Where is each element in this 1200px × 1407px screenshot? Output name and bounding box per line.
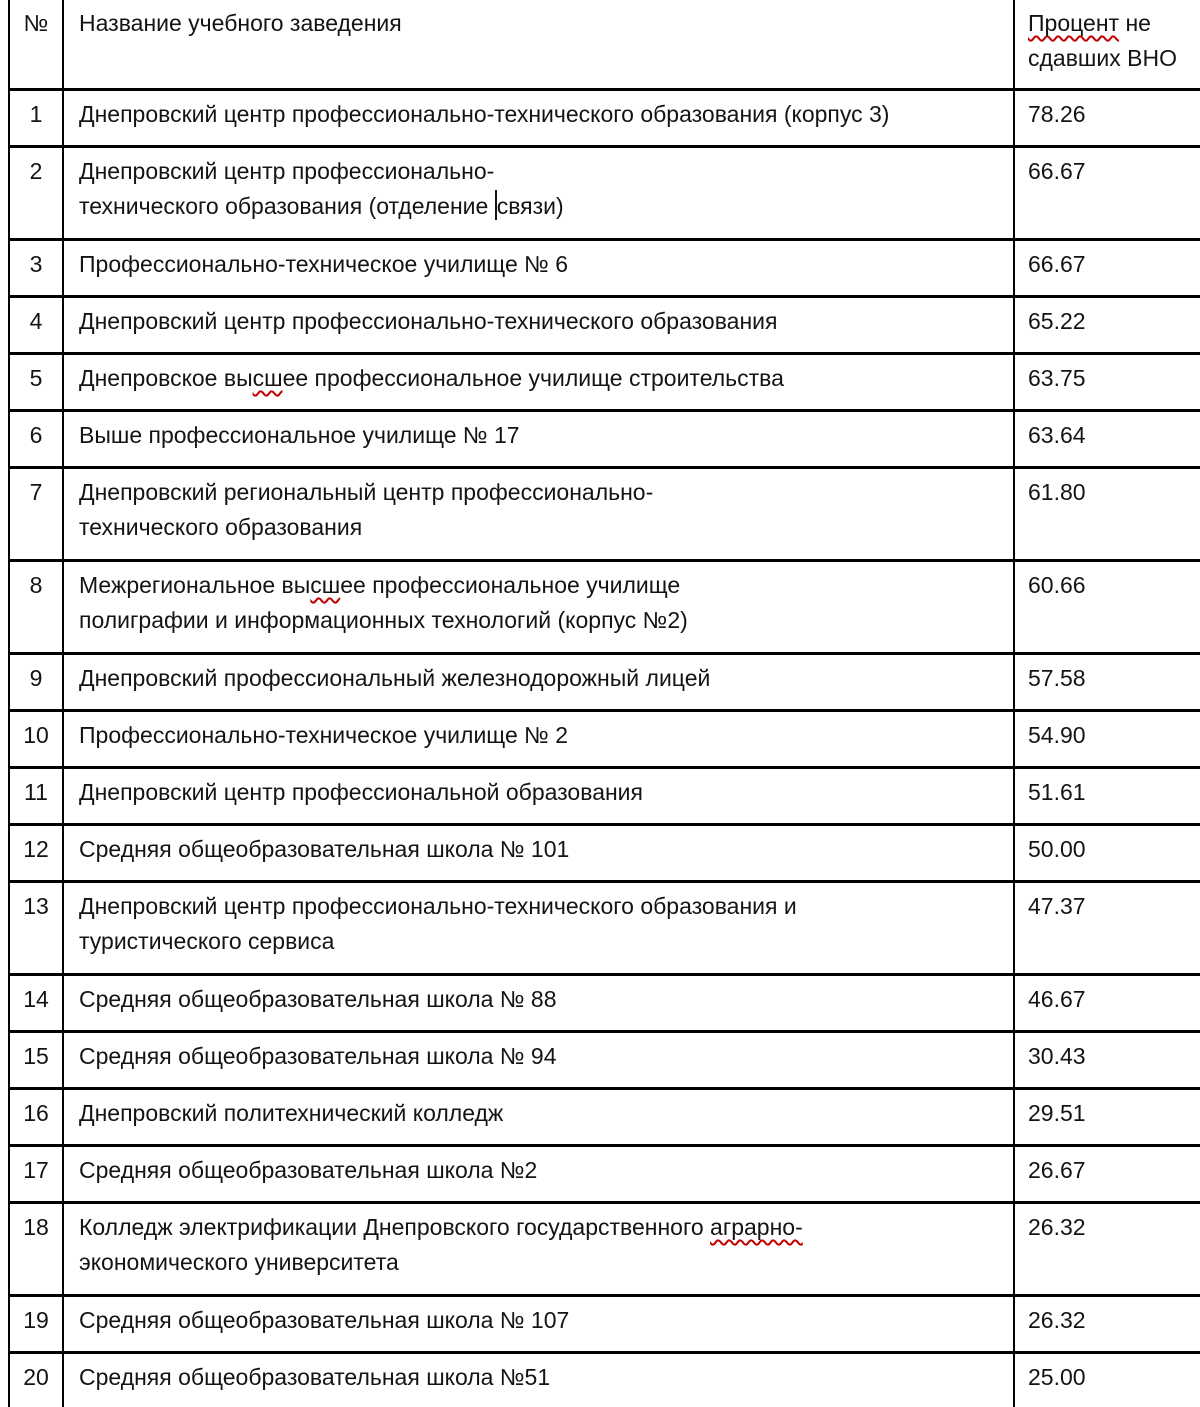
text-line [79,718,1005,753]
row-number-cell[interactable]: 6 [9,411,63,468]
text-segment: туристического сервиса [79,928,335,954]
table-row [9,297,1200,354]
percent-cell[interactable]: 63.64 [1014,411,1200,468]
text-segment: Днепровский центр профессионально-технического образования и [79,893,797,919]
text-line [79,361,1005,396]
text-line [79,568,1005,603]
table-row [9,1203,1200,1296]
text-line [79,154,1005,189]
row-number-cell[interactable]: 15 [9,1032,63,1089]
row-number-cell[interactable]: 5 [9,354,63,411]
percent-cell[interactable]: 50.00 [1014,825,1200,882]
row-number-cell[interactable]: 8 [9,561,63,654]
text-line [79,832,1005,867]
percent-cell[interactable]: 60.66 [1014,561,1200,654]
table-row [9,468,1200,561]
document-page [8,0,1200,1407]
text-line [79,510,1005,545]
text-segment: Выше профессиональное училище № 17 [79,422,520,448]
row-number-cell[interactable]: 16 [9,1089,63,1146]
institution-name-cell[interactable] [63,561,1014,654]
text-line [79,982,1005,1017]
institution-name-cell[interactable] [63,411,1014,468]
text-line [79,1153,1005,1188]
text-segment: Днепровское вы [79,365,253,391]
institution-name-cell[interactable] [63,768,1014,825]
row-number-cell[interactable]: 20 [9,1353,63,1407]
institution-name-cell[interactable] [63,354,1014,411]
percent-cell[interactable]: 47.37 [1014,882,1200,975]
text-segment: Колледж электрификации Днепровского государственного [79,1214,711,1240]
row-number-cell[interactable]: 14 [9,975,63,1032]
row-number-cell[interactable]: 19 [9,1296,63,1353]
row-number-cell[interactable]: 9 [9,654,63,711]
text-line [79,97,1005,132]
table-row [9,882,1200,975]
text-segment: Днепровский центр профессионально- [79,158,495,184]
text-segment: связи) [496,193,564,219]
header-number-cell[interactable] [9,0,63,90]
institution-name-cell[interactable] [63,975,1014,1032]
text-segment: Днепровский центр профессионально-технического образования (корпус 3) [79,101,890,127]
text-line [79,189,1005,224]
text-segment: не [1119,10,1151,36]
text-segment: экономического университета [79,1249,399,1275]
text-line [79,603,1005,638]
table-row [9,147,1200,240]
institution-name-cell[interactable] [63,1032,1014,1089]
row-number-cell[interactable]: 1 [9,90,63,147]
percent-cell[interactable]: 25.00 [1014,1353,1200,1407]
percent-cell[interactable]: 61.80 [1014,468,1200,561]
percent-cell[interactable]: 46.67 [1014,975,1200,1032]
table-row [9,561,1200,654]
percent-cell[interactable]: 54.90 [1014,711,1200,768]
misspelled-word: сш [252,365,283,391]
table-row [9,240,1200,297]
percent-cell[interactable]: 26.32 [1014,1203,1200,1296]
text-segment: ее профессиональное училище строительства [282,365,784,391]
text-segment: Средняя общеобразовательная школа №51 [79,1364,551,1390]
institution-name-cell[interactable] [63,1203,1014,1296]
institution-name-cell[interactable] [63,654,1014,711]
institution-name-cell[interactable] [63,825,1014,882]
header-institution-cell[interactable] [63,0,1014,90]
text-segment: ее профессиональное училище [340,572,681,598]
text-segment: Средняя общеобразовательная школа № 94 [79,1043,557,1069]
institution-name-cell[interactable] [63,90,1014,147]
percent-cell[interactable]: 26.32 [1014,1296,1200,1353]
text-segment: Средняя общеобразовательная школа № 107 [79,1307,570,1333]
percent-cell[interactable]: 66.67 [1014,240,1200,297]
text-line [79,1245,1005,1280]
table-row [9,1146,1200,1203]
text-segment: Средняя общеобразовательная школа №2 [79,1157,538,1183]
row-number-cell[interactable]: 11 [9,768,63,825]
table-row [9,768,1200,825]
text-line [79,1360,1005,1395]
text-line [79,1039,1005,1074]
percent-cell[interactable]: 51.61 [1014,768,1200,825]
row-number-cell[interactable]: 13 [9,882,63,975]
institution-name-cell[interactable] [63,1089,1014,1146]
text-segment: Профессионально-техническое училище № 2 [79,722,568,748]
text-segment: полиграфии и информационных технологий (корпус №2) [79,607,688,633]
text-segment: технического образования [79,514,363,540]
row-number-cell[interactable]: 12 [9,825,63,882]
table-row [9,90,1200,147]
text-segment: Днепровский центр профессиональной образования [79,779,643,805]
percent-cell[interactable]: 63.75 [1014,354,1200,411]
text-line [1028,41,1200,76]
text-segment: Средняя общеобразовательная школа № 101 [79,836,570,862]
table-row [9,975,1200,1032]
text-line [79,775,1005,810]
row-number-cell[interactable]: 3 [9,240,63,297]
institution-name-cell[interactable] [63,468,1014,561]
table-row [9,411,1200,468]
results-table [8,0,1200,1407]
percent-cell[interactable]: 26.67 [1014,1146,1200,1203]
percent-cell[interactable]: 66.67 [1014,147,1200,240]
text-line [79,661,1005,696]
row-number-cell[interactable]: 7 [9,468,63,561]
text-segment: Межрегиональное вы [79,572,311,598]
institution-name-cell[interactable] [63,1146,1014,1203]
misspelled-word: сш [310,572,341,598]
table-row [9,1353,1200,1407]
text-segment: Средняя общеобразовательная школа № 88 [79,986,557,1012]
text-segment: Профессионально-техническое училище № 6 [79,251,568,277]
text-line [79,924,1005,959]
table-row [9,354,1200,411]
text-segment: сдавших ВНО [1028,45,1177,71]
institution-name-cell[interactable] [63,240,1014,297]
institution-name-cell[interactable] [63,711,1014,768]
header-number-label: № [23,10,49,36]
text-line [79,247,1005,282]
row-number-cell[interactable]: 4 [9,297,63,354]
text-segment: Днепровский центр профессионально-технического образования [79,308,778,334]
row-number-cell[interactable]: 2 [9,147,63,240]
table-row [9,711,1200,768]
row-number-cell[interactable]: 18 [9,1203,63,1296]
header-percent-cell[interactable] [1014,0,1200,90]
row-number-cell[interactable]: 10 [9,711,63,768]
institution-name-cell[interactable] [63,1296,1014,1353]
text-line [79,1096,1005,1131]
text-segment: технического образования (отделение [79,193,495,219]
header-institution-label: Название учебного заведения [79,10,402,36]
percent-cell[interactable]: 78.26 [1014,90,1200,147]
institution-name-cell[interactable] [63,882,1014,975]
text-segment: Днепровский политехнический колледж [79,1100,504,1126]
percent-cell[interactable]: 30.43 [1014,1032,1200,1089]
text-line [79,889,1005,924]
text-segment: Днепровский профессиональный железнодорожный лицей [79,665,711,691]
table-row [9,1089,1200,1146]
misspelled-word: аграрно- [710,1214,803,1240]
table-row [9,1296,1200,1353]
text-line [79,475,1005,510]
percent-cell[interactable]: 57.58 [1014,654,1200,711]
table-row [9,825,1200,882]
percent-cell[interactable]: 29.51 [1014,1089,1200,1146]
text-segment: Днепровский региональный центр профессионально- [79,479,654,505]
text-line [1028,6,1200,41]
table-row [9,654,1200,711]
text-line [79,418,1005,453]
text-line [79,304,1005,339]
institution-name-cell[interactable] [63,1353,1014,1407]
institution-name-cell[interactable] [63,147,1014,240]
text-line [79,1303,1005,1338]
misspelled-word: Процент [1028,10,1120,36]
text-line [79,1210,1005,1245]
percent-cell[interactable]: 65.22 [1014,297,1200,354]
row-number-cell[interactable]: 17 [9,1146,63,1203]
table-row [9,1032,1200,1089]
institution-name-cell[interactable] [63,297,1014,354]
table-header-row [9,0,1200,90]
